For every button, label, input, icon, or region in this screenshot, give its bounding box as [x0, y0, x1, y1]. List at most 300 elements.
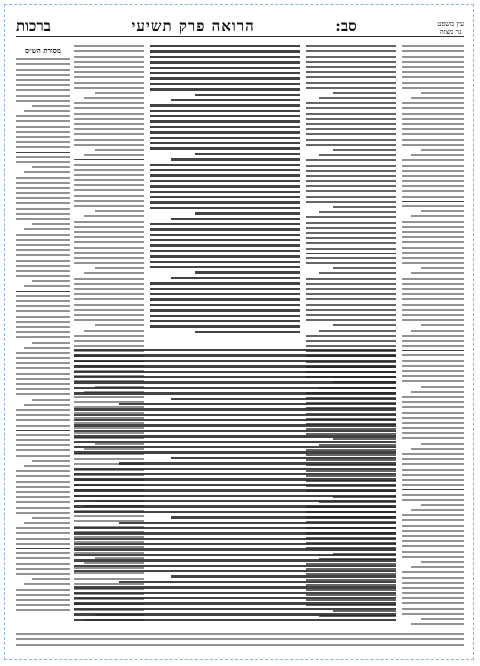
text-line [306, 335, 396, 337]
text-line [402, 314, 464, 316]
text-line [402, 406, 464, 408]
text-line [74, 169, 144, 171]
text-line [402, 354, 464, 356]
text-line [16, 573, 70, 575]
text-line [16, 357, 70, 359]
text-line [95, 324, 144, 326]
text-line [16, 383, 70, 385]
text-line [16, 486, 70, 488]
text-line [74, 195, 144, 197]
text-line [16, 275, 70, 277]
text-line [411, 623, 464, 625]
text-line [306, 82, 396, 84]
text-line [150, 325, 300, 327]
text-line [74, 446, 396, 448]
text-line [402, 335, 464, 337]
text-line [150, 126, 300, 128]
text-line [421, 618, 464, 620]
text-line [402, 375, 464, 377]
text-line [306, 170, 396, 172]
text-line [306, 232, 396, 234]
text-line [421, 386, 464, 388]
text-line [402, 535, 464, 537]
text-line [24, 583, 70, 585]
chapter-title: הרואה פרק תשיעי [131, 17, 255, 35]
section-divider [402, 201, 464, 202]
text-line [16, 295, 70, 297]
text-line [402, 360, 464, 362]
text-line [24, 465, 70, 467]
text-line [402, 144, 464, 146]
text-line [402, 597, 464, 599]
text-line [16, 316, 70, 318]
text-line [402, 107, 464, 109]
text-line [74, 602, 396, 604]
text-line [421, 443, 464, 445]
text-line [74, 128, 144, 130]
text-line [402, 205, 464, 207]
text-line [402, 190, 464, 192]
text-line [74, 262, 144, 264]
text-line [74, 252, 144, 254]
text-line [74, 478, 396, 480]
text-line [74, 419, 396, 421]
text-line [150, 239, 300, 241]
text-line [150, 83, 300, 85]
text-line [306, 237, 396, 239]
text-line [306, 165, 396, 167]
text-line [306, 175, 396, 177]
text-line [16, 265, 70, 267]
text-line [16, 84, 70, 86]
text-line [16, 425, 70, 427]
text-line [171, 516, 396, 518]
text-line [306, 288, 396, 290]
text-line [16, 527, 70, 529]
text-line [74, 144, 144, 146]
text-line [402, 309, 464, 311]
text-line [32, 105, 70, 107]
text-line [402, 540, 464, 542]
text-line [402, 139, 464, 141]
text-line [402, 412, 464, 414]
text-line [333, 324, 396, 326]
text-line [421, 561, 464, 563]
text-line [16, 300, 70, 302]
text-line [16, 609, 70, 611]
text-line [16, 182, 70, 184]
text-line [16, 131, 70, 133]
text-line [74, 221, 144, 223]
text-line [402, 283, 464, 285]
text-line [319, 211, 396, 213]
text-line [306, 309, 396, 311]
text-line [402, 453, 464, 455]
gemara-main-text [150, 42, 300, 342]
text-line [16, 633, 464, 635]
text-line [74, 597, 396, 599]
text-line [402, 401, 464, 403]
text-line [150, 293, 300, 295]
text-line [402, 613, 464, 615]
text-line [74, 554, 396, 556]
text-line [16, 69, 70, 71]
text-line [16, 310, 70, 312]
text-line [171, 158, 300, 160]
text-line [402, 61, 464, 63]
text-line [119, 462, 396, 464]
text-line [306, 118, 396, 120]
text-line [306, 190, 396, 192]
text-line [16, 414, 70, 416]
text-line [74, 414, 396, 416]
text-line [306, 133, 396, 135]
corner-line-2: נר מצוה [439, 28, 462, 36]
text-line [16, 208, 70, 210]
text-line [16, 532, 70, 534]
text-line [150, 104, 300, 106]
text-line [402, 479, 464, 481]
text-line [306, 50, 396, 52]
text-line [306, 159, 396, 161]
ein-mishpat-column [402, 42, 464, 642]
text-line [402, 288, 464, 290]
text-line [16, 568, 70, 570]
text-line [16, 79, 70, 81]
text-line [95, 92, 144, 94]
mesorat-hashas-column [16, 42, 70, 642]
text-line [402, 499, 464, 501]
text-line [16, 63, 70, 65]
text-line [24, 171, 70, 173]
text-line [74, 298, 144, 300]
text-line [402, 396, 464, 398]
text-line [16, 270, 70, 272]
text-line [150, 298, 300, 300]
text-line [16, 58, 70, 60]
text-line [95, 267, 144, 269]
text-line [411, 566, 464, 568]
text-line [306, 139, 396, 141]
text-line [402, 469, 464, 471]
text-line [402, 365, 464, 367]
text-line [16, 177, 70, 179]
footer-notes [16, 630, 464, 650]
text-line [16, 336, 70, 338]
text-line [150, 88, 300, 90]
text-line [402, 262, 464, 264]
text-line [16, 192, 70, 194]
text-line [306, 314, 396, 316]
text-line [402, 113, 464, 115]
text-line [74, 360, 396, 362]
text-line [74, 133, 144, 135]
text-line [74, 500, 396, 502]
text-line [150, 115, 300, 117]
text-line [195, 212, 300, 214]
text-line [150, 228, 300, 230]
text-line [402, 380, 464, 382]
text-line [16, 100, 70, 102]
text-line [74, 50, 144, 52]
text-line [74, 335, 144, 337]
text-line [24, 347, 70, 349]
text-line [171, 277, 300, 279]
text-line [306, 56, 396, 58]
text-line [402, 196, 464, 198]
text-line [74, 123, 144, 125]
text-line [306, 76, 396, 78]
text-line [402, 427, 464, 429]
text-line [402, 551, 464, 553]
mesorat-hashas-title: מסורת הש״ס [25, 46, 61, 55]
text-line [402, 608, 464, 610]
text-line [402, 252, 464, 254]
text-line [74, 107, 144, 109]
text-line [74, 241, 144, 243]
tractate-name: ברכות [16, 17, 51, 35]
text-line [306, 45, 396, 47]
text-line [150, 201, 300, 203]
text-line [119, 522, 396, 524]
text-line [119, 581, 396, 583]
text-line [402, 293, 464, 295]
text-line [16, 589, 70, 591]
text-line [74, 200, 144, 202]
text-line [16, 491, 70, 493]
text-line [306, 293, 396, 295]
text-line [16, 444, 70, 446]
text-line [24, 285, 70, 287]
text-line [150, 207, 300, 209]
text-line [411, 448, 464, 450]
text-line [32, 460, 70, 462]
text-line [74, 387, 396, 389]
text-line [74, 71, 144, 73]
text-line [74, 619, 396, 621]
text-line [171, 457, 396, 459]
text-line [402, 170, 464, 172]
text-line [306, 196, 396, 198]
text-line [16, 409, 70, 411]
text-line [84, 154, 144, 156]
text-line [16, 89, 70, 91]
gemara-lower-text [74, 346, 396, 626]
text-line [150, 56, 300, 58]
text-line [319, 330, 396, 332]
text-line [402, 514, 464, 516]
text-line [333, 267, 396, 269]
text-line [74, 179, 144, 181]
text-line [306, 61, 396, 63]
text-line [150, 191, 300, 193]
text-line [32, 166, 70, 168]
text-line [16, 470, 70, 472]
text-line [16, 367, 70, 369]
text-line [402, 494, 464, 496]
text-line [150, 250, 300, 252]
text-line [306, 216, 396, 218]
text-line [171, 575, 396, 577]
text-line [306, 144, 396, 146]
text-line [402, 87, 464, 89]
text-line [402, 66, 464, 68]
text-line [16, 156, 70, 158]
text-line [421, 92, 464, 94]
text-line [16, 234, 70, 236]
text-line [319, 97, 396, 99]
text-line [74, 319, 144, 321]
text-line [74, 309, 144, 311]
text-line [306, 222, 396, 224]
text-line [24, 522, 70, 524]
text-line [74, 424, 396, 426]
text-line [150, 288, 300, 290]
text-line [74, 430, 396, 432]
text-line [411, 509, 464, 511]
text-line [74, 495, 396, 497]
text-line [16, 419, 70, 421]
text-line [74, 66, 144, 68]
text-line [306, 257, 396, 259]
text-line [421, 324, 464, 326]
text-line [74, 565, 396, 567]
text-line [402, 165, 464, 167]
text-line [74, 102, 144, 104]
talmud-page [16, 14, 464, 650]
text-line [402, 571, 464, 573]
text-line [411, 97, 464, 99]
text-line [402, 437, 464, 439]
text-line [16, 362, 70, 364]
text-line [74, 257, 144, 259]
text-line [171, 99, 300, 101]
text-line [74, 371, 396, 373]
text-line [32, 223, 70, 225]
text-line [74, 76, 144, 78]
text-line [74, 532, 396, 534]
text-line [402, 231, 464, 233]
text-line [150, 196, 300, 198]
text-line [150, 320, 300, 322]
text-line [32, 342, 70, 344]
text-line [150, 137, 300, 139]
text-line [402, 175, 464, 177]
text-line [16, 496, 70, 498]
text-line [306, 283, 396, 285]
text-line [411, 330, 464, 332]
text-line [74, 527, 396, 529]
text-line [306, 242, 396, 244]
text-line [74, 613, 396, 615]
text-line [402, 577, 464, 579]
text-line [306, 262, 396, 264]
text-line [16, 373, 70, 375]
text-line [402, 123, 464, 125]
text-line [16, 161, 70, 163]
text-line [16, 249, 70, 251]
text-line [150, 223, 300, 225]
text-line [411, 215, 464, 217]
text-line [16, 543, 70, 545]
text-line [306, 113, 396, 115]
text-line [16, 449, 70, 451]
text-line [150, 142, 300, 144]
text-line [306, 227, 396, 229]
text-line [74, 288, 144, 290]
text-line [306, 298, 396, 300]
text-line [306, 319, 396, 321]
text-line [411, 154, 464, 156]
text-line [402, 278, 464, 280]
text-line [24, 228, 70, 230]
text-line [74, 392, 396, 394]
text-line [32, 578, 70, 580]
text-line [402, 602, 464, 604]
text-line [402, 257, 464, 259]
text-line [402, 159, 464, 161]
text-line [402, 45, 464, 47]
text-line [306, 123, 396, 125]
text-line [306, 102, 396, 104]
text-line [402, 463, 464, 465]
text-line [16, 507, 70, 509]
text-line [74, 376, 396, 378]
text-line [306, 107, 396, 109]
folio-number: סב: [335, 17, 357, 35]
text-line [150, 131, 300, 133]
text-line [16, 538, 70, 540]
text-line [16, 141, 70, 143]
text-line [402, 128, 464, 130]
text-line [150, 169, 300, 171]
text-line [402, 319, 464, 321]
text-line [74, 61, 144, 63]
text-line [74, 543, 396, 545]
text-line [16, 644, 464, 646]
text-line [74, 484, 396, 486]
text-line [74, 82, 144, 84]
text-line [306, 304, 396, 306]
text-line [150, 50, 300, 52]
text-line [411, 272, 464, 274]
text-line [16, 638, 464, 640]
text-line [16, 197, 70, 199]
text-line [74, 505, 396, 507]
text-line [74, 174, 144, 176]
text-line [16, 604, 70, 606]
text-line [402, 458, 464, 460]
text-line [421, 149, 464, 151]
text-line [306, 128, 396, 130]
text-line [74, 45, 144, 47]
text-line [74, 56, 144, 58]
text-line [402, 82, 464, 84]
text-line [16, 115, 70, 117]
text-line [306, 248, 396, 250]
text-line [74, 435, 396, 437]
text-line [306, 278, 396, 280]
ein-mishpat-heading [437, 20, 464, 36]
text-line [150, 164, 300, 166]
text-line [421, 267, 464, 269]
text-line [74, 283, 144, 285]
text-line [402, 340, 464, 342]
text-line [402, 118, 464, 120]
page-header [16, 14, 464, 37]
text-line [16, 481, 70, 483]
text-line [150, 110, 300, 112]
